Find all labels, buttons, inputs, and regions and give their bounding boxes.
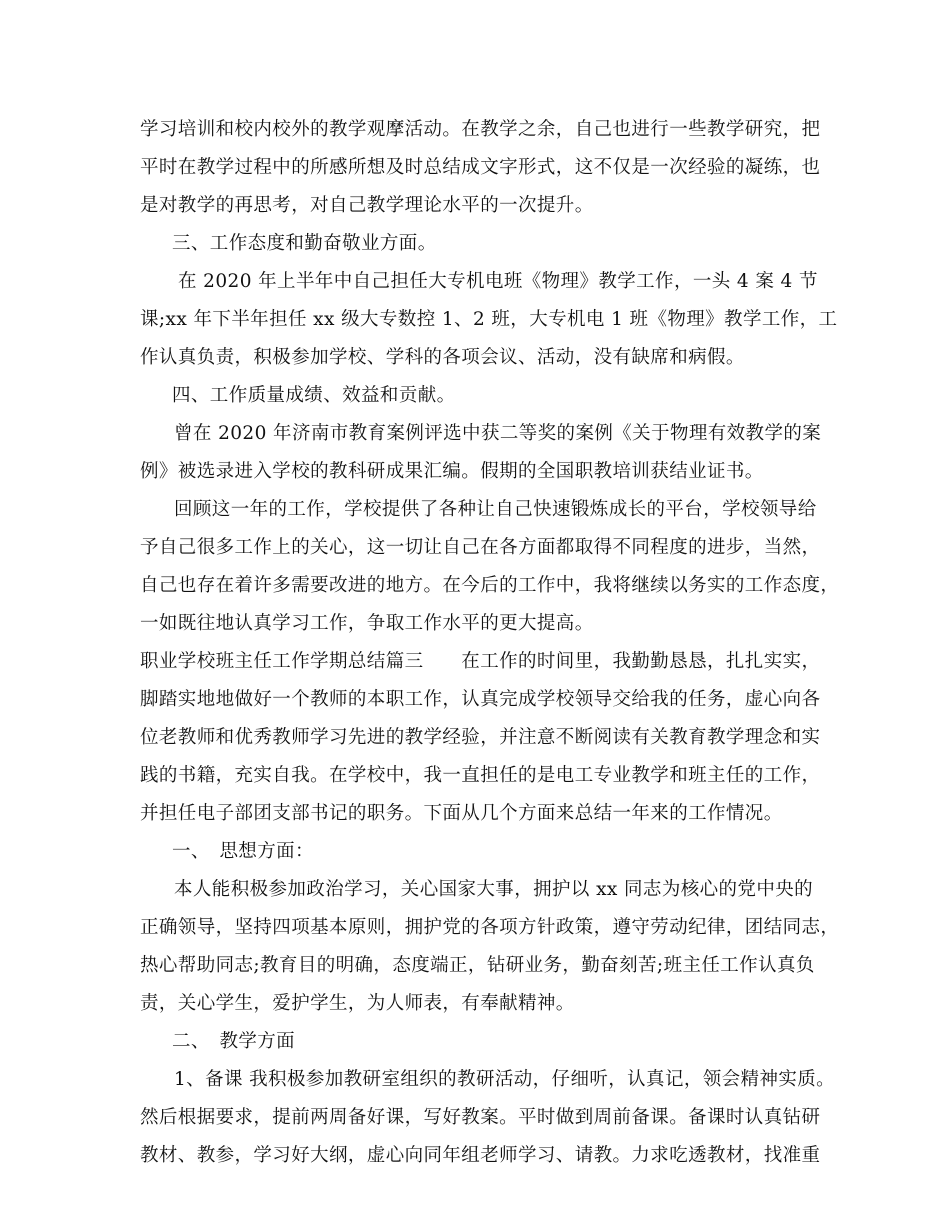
paragraph-line: 本人能积极参加政治学习，关心国家大事，拥护以 xx 同志为核心的党中央的 bbox=[174, 879, 814, 900]
paragraph-line: 并担任电子部团支部书记的职务。下面从几个方面来总结一年来的工作情况。 bbox=[140, 803, 783, 824]
paragraph-line: 平时在教学过程中的所感所想及时总结成文字形式，这不仅是一次经验的凝练，也 bbox=[140, 157, 821, 178]
paragraph-line: 例》被选录进入学校的教科研成果汇编。假期的全国职教培训获结业证书。 bbox=[140, 461, 764, 482]
paragraph-line: 曾在 2020 年济南市教育案例评选中获二等奖的案例《关于物理有效教学的案 bbox=[174, 423, 822, 444]
paragraph-line: 是对教学的再思考，对自己教学理论水平的一次提升。 bbox=[140, 195, 594, 216]
paragraph-line: 自己也存在着许多需要改进的地方。在今后的工作中，我将继续以务实的工作态度， bbox=[140, 575, 840, 596]
paragraph-line: 位老教师和优秀教师学习先进的教学经验，并注意不断阅读有关教育教学理念和实 bbox=[140, 727, 821, 748]
paragraph-line: 教材、教参，学习好大纲，虚心向同年组老师学习、请教。力求吃透教材，找准重 bbox=[140, 1145, 821, 1166]
paragraph-line: 正确领导，坚持四项基本原则，拥护党的各项方针政策，遵守劳动纪律，团结同志， bbox=[140, 917, 840, 938]
paragraph-line: 课;xx 年下半年担任 xx 级大专数控 1、2 班，大专机电 1 班《物理》教学工作，工 bbox=[140, 309, 838, 330]
section-heading: 四、工作质量成绩、效益和贡献。 bbox=[172, 385, 456, 406]
paragraph-line: 热心帮助同志;教育目的明确，态度端正，钻研业务，勤奋刻苦;班主任工作认真负 bbox=[140, 955, 815, 976]
section-heading: 一、 思想方面： bbox=[172, 841, 314, 862]
paragraph-line: 学习培训和校内校外的教学观摩活动。在教学之余，自己也进行一些教学研究，把 bbox=[140, 119, 821, 140]
section-heading: 二、 教学方面 bbox=[172, 1031, 296, 1052]
paragraph-line: 一如既往地认真学习工作，争取工作水平的更大提高。 bbox=[140, 613, 594, 634]
paragraph-line: 在 2020 年上半年中自己担任大专机电班《物理》教学工作，一头 4 案 4 节 bbox=[178, 271, 818, 292]
paragraph-line: 作认真负责，积极参加学校、学科的各项会议、活动，没有缺席和病假。 bbox=[140, 347, 745, 368]
paragraph-line: 践的书籍，充实自我。在学校中，我一直担任的是电工专业教学和班主任的工作， bbox=[140, 765, 821, 786]
section-heading: 三、工作态度和勤奋敬业方面。 bbox=[172, 233, 437, 254]
paragraph-line: 然后根据要求，提前两周备好课，写好教案。平时做到周前备课。备课时认真钻研 bbox=[140, 1107, 821, 1128]
paragraph-line: 1、备课 我积极参加教研室组织的教研活动，仔细听，认真记，领会精神实质。 bbox=[174, 1069, 836, 1090]
paragraph-line: 回顾这一年的工作，学校提供了各种让自己快速锻炼成长的平台，学校领导给 bbox=[174, 499, 817, 520]
paragraph-line: 予自己很多工作上的关心，这一切让自己在各方面都取得不同程度的进步，当然， bbox=[140, 537, 821, 558]
paragraph-line: 脚踏实地地做好一个教师的本职工作，认真完成学校领导交给我的任务，虚心向各 bbox=[140, 689, 821, 710]
section-title-line: 职业学校班主任工作学期总结篇三 在工作的时间里，我勤勤恳恳，扎扎实实， bbox=[140, 651, 821, 672]
paragraph-line: 责，关心学生，爱护学生，为人师表，有奉献精神。 bbox=[140, 993, 575, 1014]
